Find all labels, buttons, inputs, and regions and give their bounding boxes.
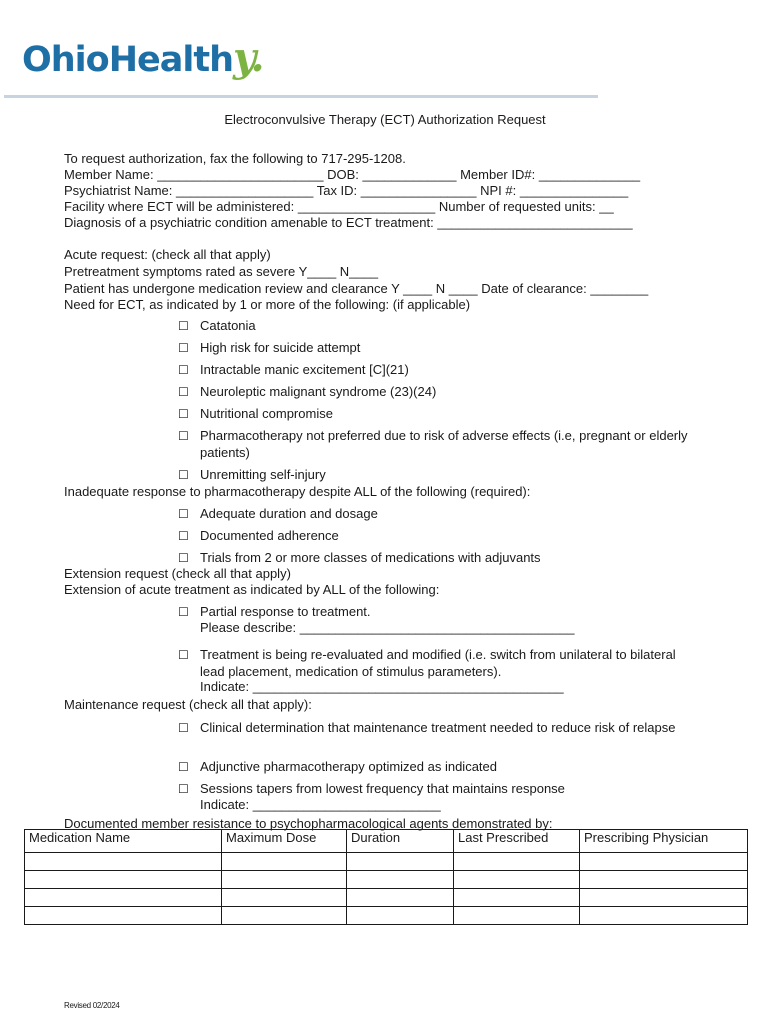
checkbox-icon[interactable]: ☐ [178,319,189,333]
extension-sub: Extension of acute treatment as indicated by ALL of the following: [64,582,440,597]
inadequate-response-line: Inadequate response to pharmacotherapy despite ALL of the following (required): [64,484,531,499]
describe-field[interactable]: Please describe: ______________________________________ [200,620,575,635]
medication-table [24,829,748,925]
medication-review-line: Patient has undergone medication review and clearance Y ____ N ____ Date of clearance: ________ [64,281,649,296]
checkbox-icon[interactable]: ☐ [178,507,189,521]
checkbox-icon[interactable]: ☐ [178,782,189,796]
col-last-prescribed: Last Prescribed [454,830,580,853]
checkbox-icon[interactable]: ☐ [178,648,189,662]
col-medication-name: Medication Name [25,830,222,853]
table-row[interactable] [25,907,748,925]
resistance-line: Documented member resistance to psychopharmacological agents demonstrated by: [64,816,553,831]
checkbox-icon[interactable]: ☐ [178,605,189,619]
form-title: Electroconvulsive Therapy (ECT) Authorization Request [224,112,546,127]
table-row[interactable] [25,853,748,871]
col-maximum-dose: Maximum Dose [222,830,347,853]
maintenance-heading: Maintenance request (check all that apply): [64,697,312,712]
ohiohealth-logo: OhioHealthy. [22,34,264,81]
checkbox-icon[interactable]: ☐ [178,407,189,421]
checkbox-icon[interactable]: ☐ [178,529,189,543]
checkbox-icon[interactable]: ☐ [178,468,189,482]
fax-instruction: To request authorization, fax the following to 717-295-1208. [64,151,406,166]
member-info-line: Member Name: _______________________ DOB: _____________ Member ID#: ______________ [64,167,641,182]
revision-footer: Revised 02/2024 [64,1001,120,1010]
col-prescribing-physician: Prescribing Physician [580,830,748,853]
checkbox-icon[interactable]: ☐ [178,551,189,565]
checkbox-icon[interactable]: ☐ [178,341,189,355]
table-row[interactable] [25,871,748,889]
facility-line: Facility where ECT will be administered: ___________________ Number of requested units: __ [64,199,614,214]
indicate-field[interactable]: Indicate: __________________________ [200,797,441,812]
need-for-ect-line: Need for ECT, as indicated by 1 or more of the following: (if applicable) [64,297,471,312]
checkbox-icon[interactable]: ☐ [178,363,189,377]
pretreatment-line: Pretreatment symptoms rated as severe Y____ N____ [64,264,379,279]
checkbox-icon[interactable]: ☐ [178,429,189,443]
psychiatrist-line: Psychiatrist Name: ___________________ Tax ID: ________________ NPI #: _______________ [64,183,629,198]
checkbox-icon[interactable]: ☐ [178,385,189,399]
header-rule [4,95,598,98]
checkbox-icon[interactable]: ☐ [178,721,189,735]
table-row[interactable] [25,889,748,907]
acute-heading: Acute request: (check all that apply) [64,247,271,262]
col-duration: Duration [347,830,454,853]
table-header-row [25,830,748,853]
indicate-field[interactable]: Indicate: ___________________________________________ [200,679,564,694]
diagnosis-line: Diagnosis of a psychiatric condition amenable to ECT treatment: ___________________________ [64,215,633,230]
extension-heading: Extension request (check all that apply) [64,566,291,581]
checkbox-icon[interactable]: ☐ [178,760,189,774]
